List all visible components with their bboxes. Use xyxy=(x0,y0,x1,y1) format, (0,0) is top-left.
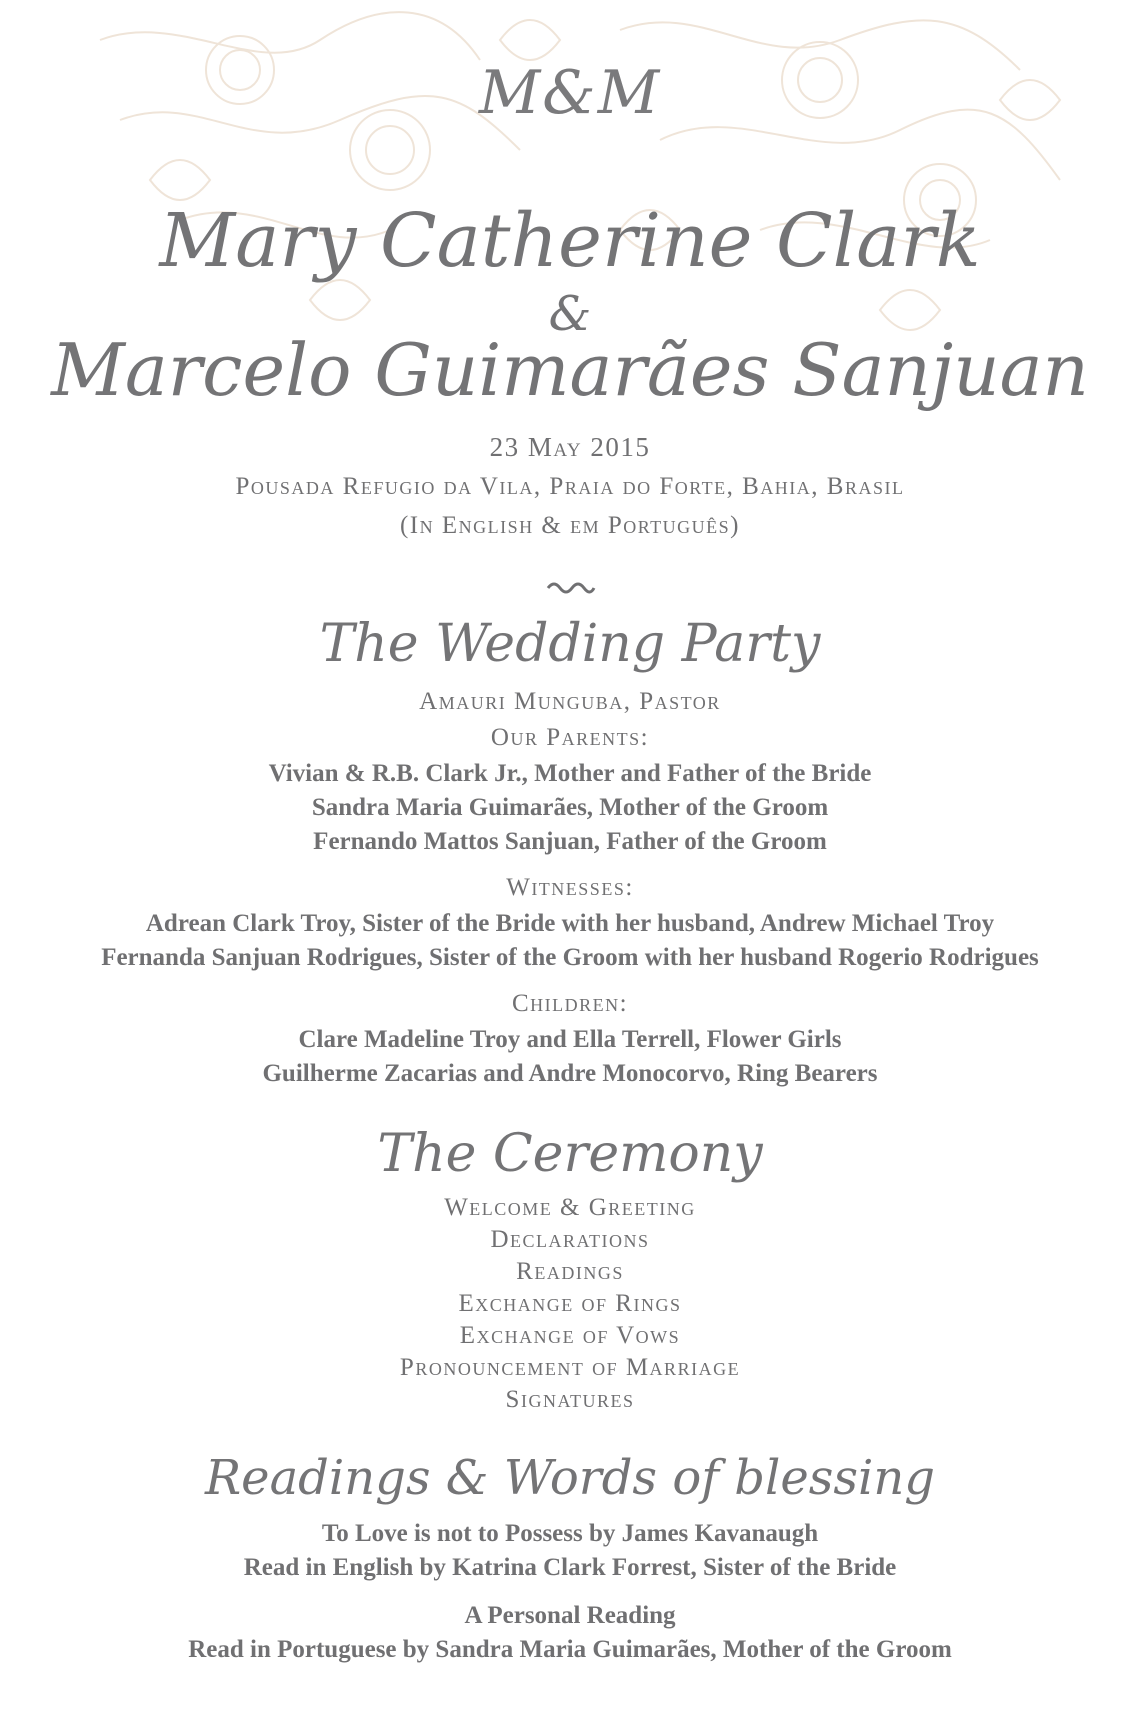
wedding-party-heading: The Wedding Party xyxy=(319,614,821,674)
ceremony-item: Exchange of Rings xyxy=(458,1290,682,1317)
ceremony-item: Pronouncement of Marriage xyxy=(399,1354,741,1381)
reading-reader: Read in Portuguese by Sandra Maria Guimarães, Mother of the Groom xyxy=(188,1636,952,1663)
bride-name: Mary Catherine Clark xyxy=(159,198,981,284)
ceremony-item: Declarations xyxy=(490,1226,650,1253)
ceremony-item: Readings xyxy=(516,1258,624,1285)
witness-line: Fernanda Sanjuan Rodrigues, Sister of the Groom with her husband Rogerio Rodrigues xyxy=(101,944,1039,971)
parent-line: Fernando Mattos Sanjuan, Father of the Groom xyxy=(313,828,827,855)
wedding-venue: Pousada Refugio da Vila, Praia do Forte, Bahia, Brasil xyxy=(235,473,905,500)
witness-line: Adrean Clark Troy, Sister of the Bride with her husband, Andrew Michael Troy xyxy=(145,910,995,937)
parent-line: Sandra Maria Guimarães, Mother of the Groom xyxy=(311,794,829,821)
ceremony-languages: (In English & em Português) xyxy=(399,512,740,539)
ceremony-item: Exchange of Vows xyxy=(459,1322,681,1349)
ceremony-heading: The Ceremony xyxy=(377,1124,763,1184)
reading-title: To Love is not to Possess by James Kavanaugh xyxy=(321,1520,819,1547)
parents-label: Our Parents: xyxy=(490,724,650,751)
children-line: Clare Madeline Troy and Ella Terrell, Flower Girls xyxy=(298,1026,842,1053)
names-ampersand: & xyxy=(548,286,592,342)
groom-name: Marcelo Guimarães Sanjuan xyxy=(51,328,1089,412)
wedding-date: 23 May 2015 xyxy=(489,432,651,462)
monogram: M&M xyxy=(478,58,662,128)
ceremony-item: Welcome & Greeting xyxy=(444,1194,696,1221)
reading-reader: Read in English by Katrina Clark Forrest, Sister of the Bride xyxy=(243,1554,897,1581)
children-label: Children: xyxy=(511,990,629,1017)
reading-title: A Personal Reading xyxy=(464,1602,676,1629)
pastor: Amauri Munguba, Pastor xyxy=(419,688,721,715)
witnesses-label: Witnesses: xyxy=(506,874,634,901)
children-line: Guilherme Zacarias and Andre Monocorvo, Ring Bearers xyxy=(262,1060,878,1087)
readings-heading: Readings & Words of blessing xyxy=(205,1450,935,1506)
parent-line: Vivian & R.B. Clark Jr., Mother and Father of the Bride xyxy=(268,760,872,787)
ceremony-item: Signatures xyxy=(505,1386,635,1413)
wave-divider-icon xyxy=(546,578,596,594)
